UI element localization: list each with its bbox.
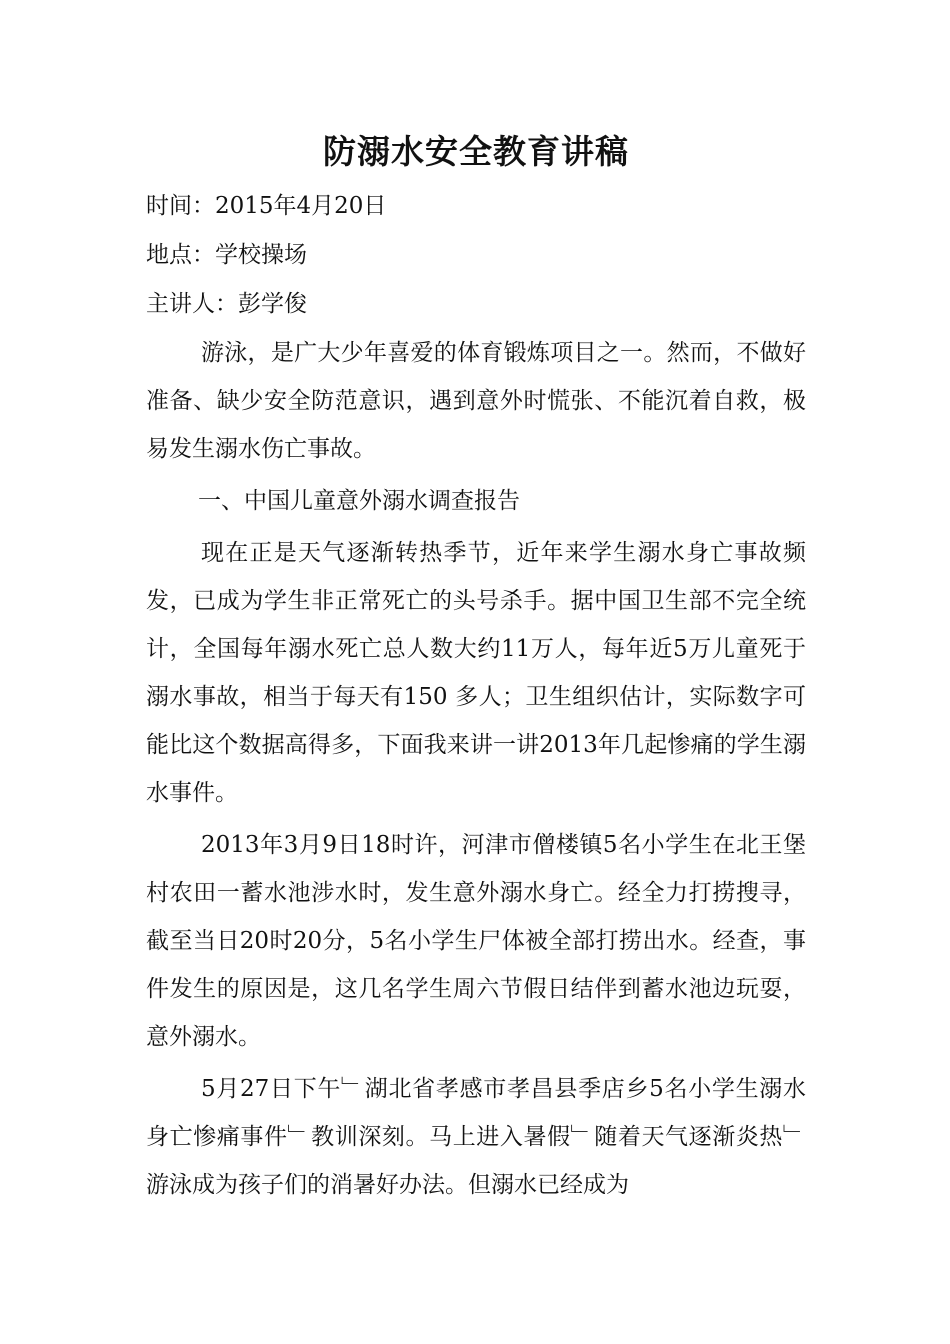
document-title: 防溺水安全教育讲稿: [323, 132, 629, 171]
meta-time: 时间：2015年4月20日: [146, 193, 387, 219]
body-paragraph: 现在正是天气逐渐转热季节，近年来学生溺水身亡事故频发，已成为学生非正常死亡的头号杀手。据中国卫生部不完全统计，全国每年溺水死亡总人数大约11万人，每年近5万儿童死于溺水事故，相当于每天有150 多人；卫生组织估计，实际数字可能比这个数据高得多，下面我来讲一讲2013年几起惨痛的学生溺水事件。: [146, 540, 806, 806]
body-paragraph: 2013年3月9日18时许，河津市僧楼镇5名小学生在北王堡村农田一蓄水池涉水时，发生意外溺水身亡。经全力打捞搜寻，截至当日20时20分，5名小学生尸体被全部打捞出水。经查，事件发生的原因是，这几名学生周六节假日结伴到蓄水池边玩耍，意外溺水。: [146, 832, 806, 1050]
meta-place: 地点：学校操场: [146, 242, 307, 268]
intro-paragraph: 游泳，是广大少年喜爱的体育锻炼项目之一。然而，不做好准备、缺少安全防范意识，遇到意外时慌张、不能沉着自救，极易发生溺水伤亡事故。: [146, 340, 806, 462]
section-heading: 一、中国儿童意外溺水调查报告: [198, 488, 520, 514]
document-page: [146, 128, 806, 1209]
body-paragraph: 5月27日下午﹂湖北省孝感市孝昌县季店乡5名小学生溺水身亡惨痛事件﹂教训深刻。马上进入暑假﹂随着天气逐渐炎热﹂游泳成为孩子们的消暑好办法。但溺水已经成为: [146, 1076, 806, 1198]
meta-speaker: 主讲人：彭学俊: [146, 291, 307, 317]
